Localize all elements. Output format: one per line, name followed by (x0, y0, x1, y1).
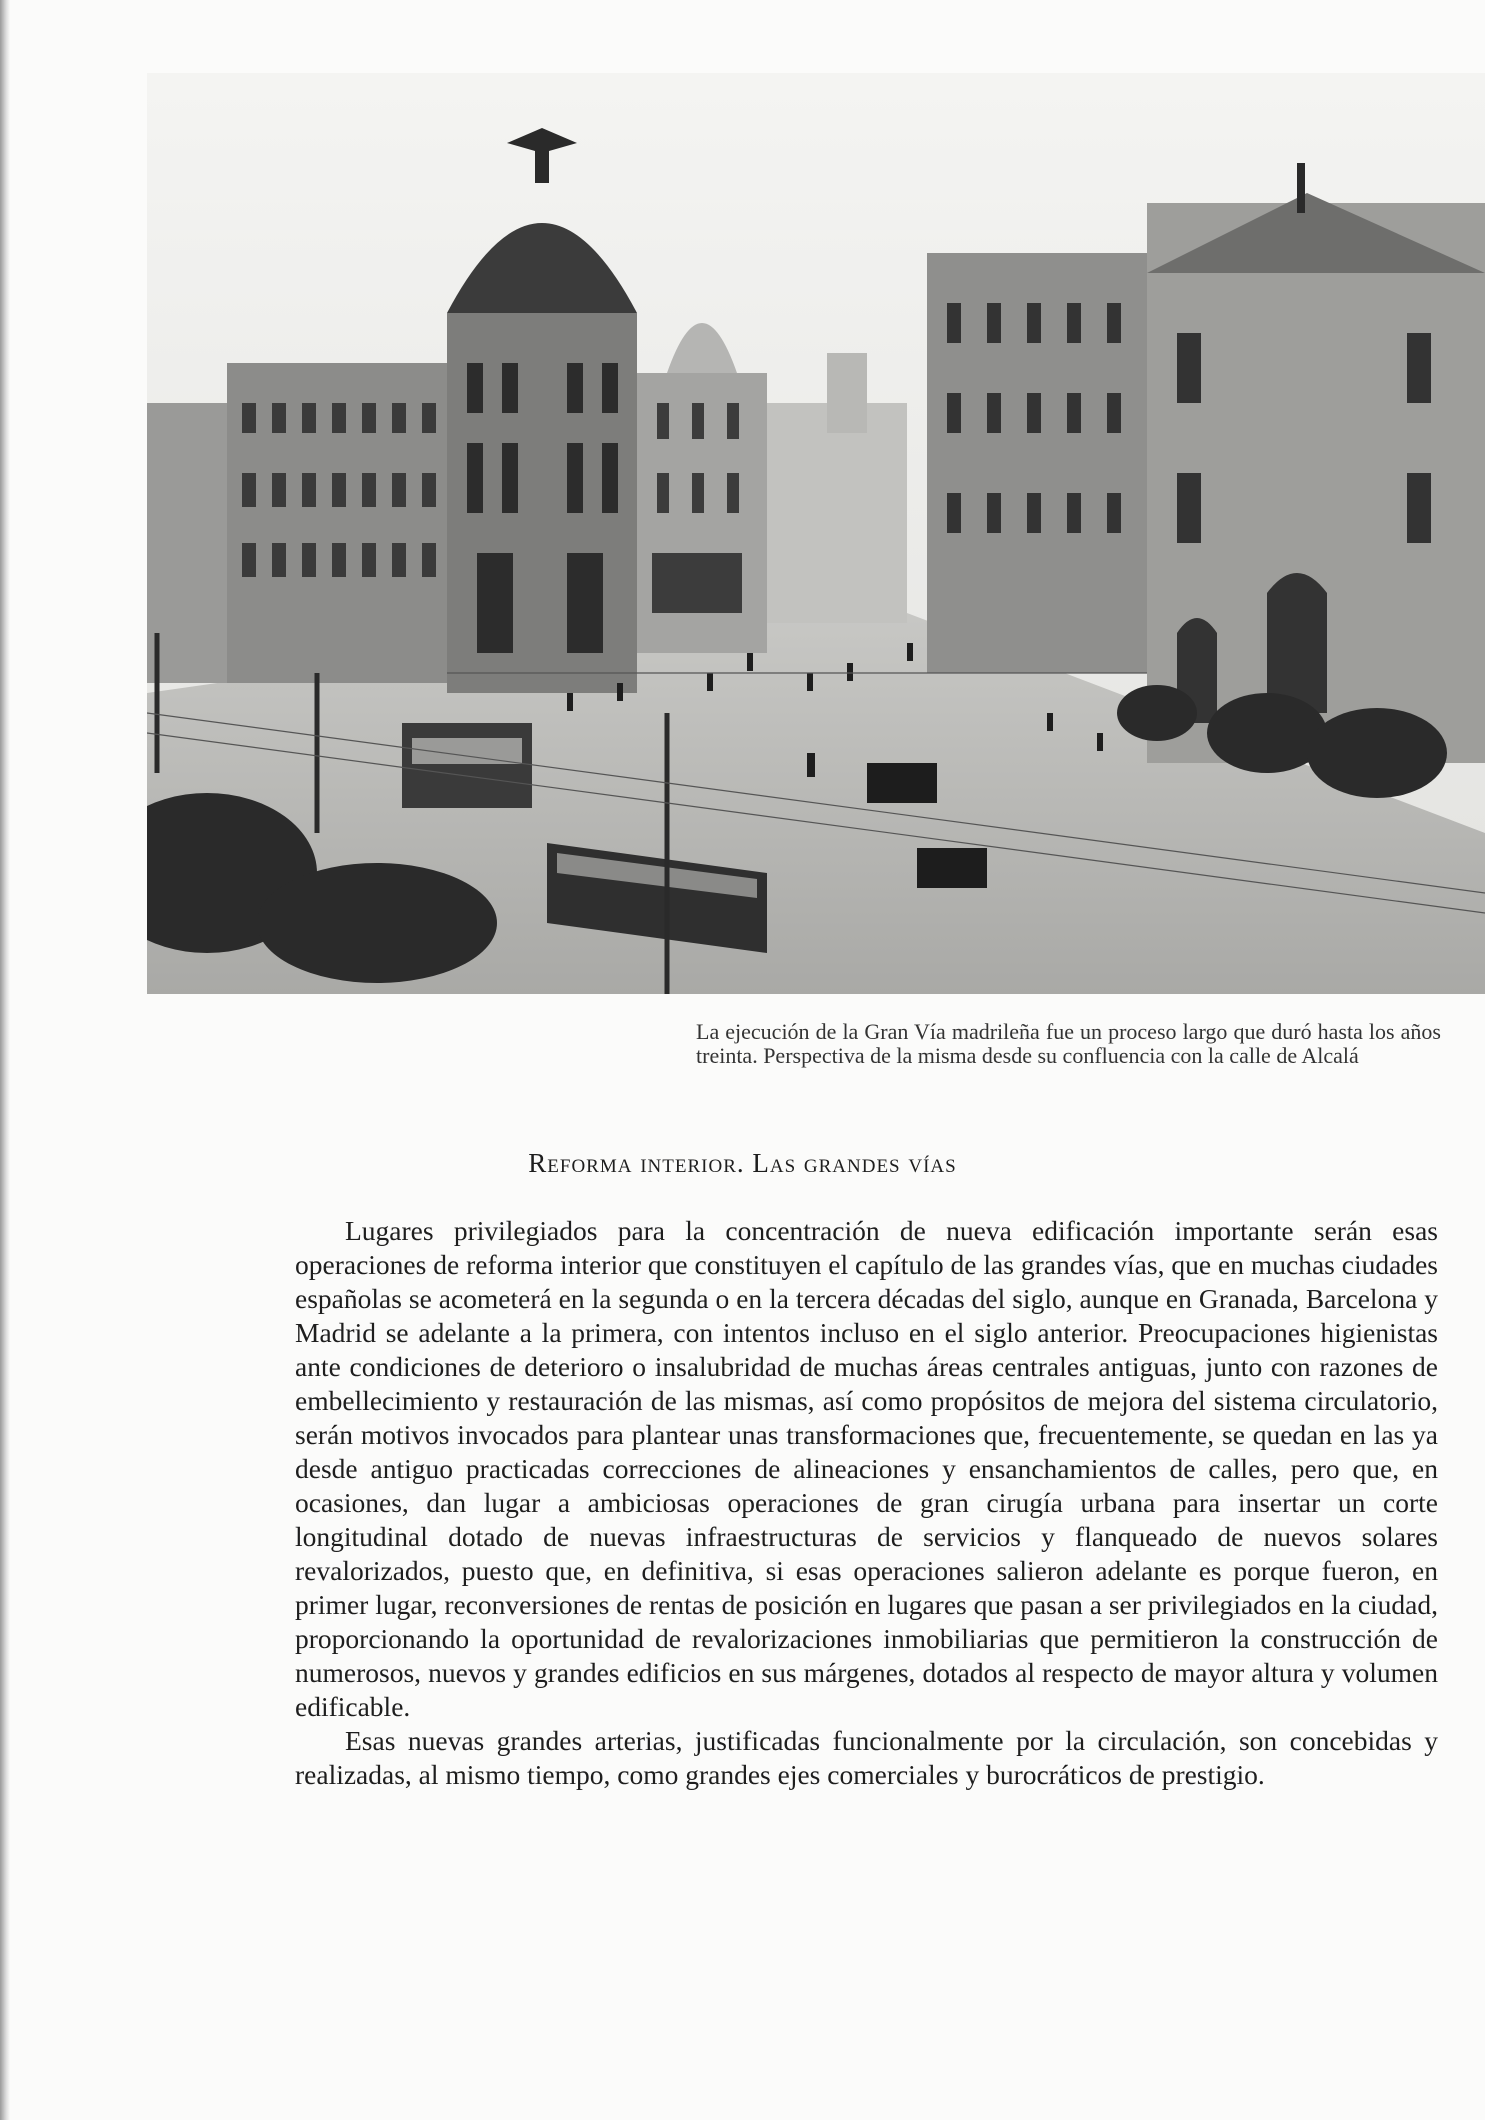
page-binding-edge (0, 0, 10, 2120)
tram-left (402, 723, 532, 808)
gran-via-photo-illustration (147, 73, 1485, 994)
photo-caption: La ejecución de la Gran Vía madrileña fue un proceso largo que duró hasta los años treinta. Perspectiva de la misma desde su confluencia con la calle de Alcalá (696, 1019, 1441, 1068)
church-cross (1297, 163, 1305, 213)
distant-buildings (767, 403, 907, 623)
carriage-1 (867, 763, 937, 803)
paragraph-1: Lugares privilegiados para la concentración de nueva edificación importante serán esas operaciones de reforma interior que constituyen el capítulo de las grandes vías, que en muchas ciudades españolas se acometerá en la segunda o en la tercera décadas del siglo, aunque en Granada, Barcelona y Madrid se adelante a la primera, con intentos incluso en el siglo anterior. Preocupaciones higienistas ante condiciones de deterioro o insalubridad de muchas áreas centrales antiguas, junto con razones de embellecimiento y restauración de las mismas, así como propósitos de mejora del sistema circulatorio, serán motivos invocados para plantear unas transformaciones que, frecuentemente, se quedan en las ya desde antiguo practicadas correcciones de alineaciones y ensanchamientos de calles, pero que, en ocasiones, dan lugar a ambiciosas operaciones de gran cirugía urbana para insertar un corte longitudinal dotado de nuevas infraestructuras de servicios y flanqueado de nuevos solares revalorizados, puesto que, en definitiva, si esas operaciones salieron adelante es porque fueron, en primer lugar, reconversiones de rentas de posición en lugares que pasan a ser privilegiados en la ciudad, proporcionando la oportunidad de revalorizaciones inmobiliarias que permitieron la construcción de numerosos, nuevos y grandes edificios en sus márgenes, dotados al respecto de mayor altura y volumen edificable. (295, 1215, 1438, 1722)
carriage-2 (917, 848, 987, 888)
historic-photo (147, 73, 1485, 994)
center-windows (652, 403, 742, 613)
paragraph-2: Esas nuevas grandes arterias, justificadas funcionalmente por la circulación, son concebidas y realizadas, al mismo tiempo, como grandes ejes comerciales y burocráticos de prestigio. (295, 1725, 1438, 1790)
body-text (295, 1214, 1438, 1792)
section-heading: Reforma interior. Las grandes vías (528, 1148, 957, 1178)
right-building (927, 253, 1157, 673)
left-building-far (147, 403, 237, 683)
distant-tower (827, 353, 867, 433)
